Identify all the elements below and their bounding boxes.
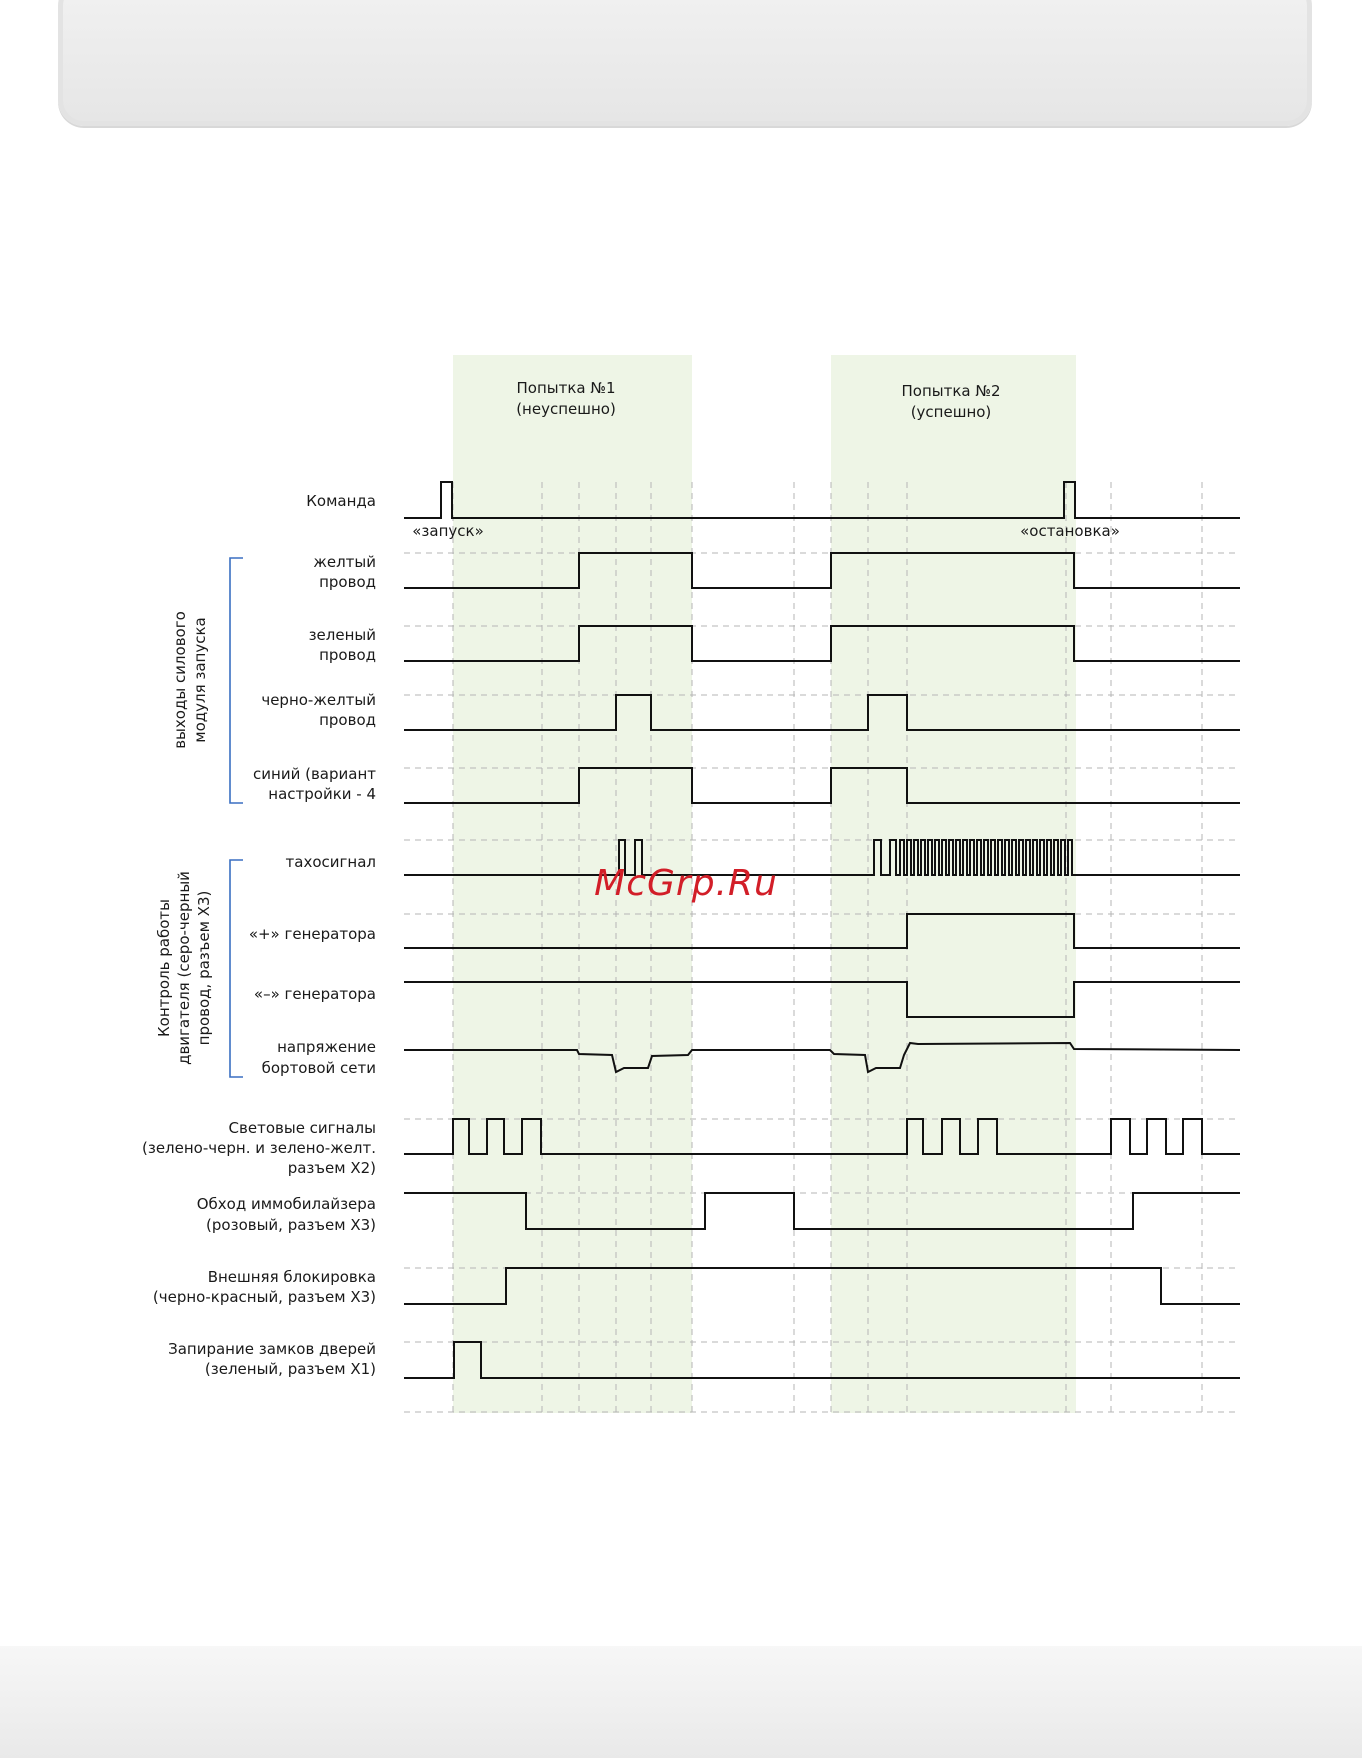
label-tacho: тахосигнал <box>285 853 376 871</box>
label-yellow-2: провод <box>319 573 376 591</box>
label-yellow-1: желтый <box>313 553 376 571</box>
label-voltage-1: напряжение <box>277 1038 376 1056</box>
engine-control-group-line-1: Контроль работы <box>155 899 173 1037</box>
power-module-group-line-2: модуля запуска <box>191 617 209 743</box>
label-green-1: зеленый <box>308 626 376 644</box>
label-immo-1: Обход иммобилайзера <box>196 1195 376 1213</box>
power-module-group-line-1: выходы силового <box>171 611 189 749</box>
engine-control-group-line-3: провод, разъем X3) <box>195 890 213 1046</box>
label-doors-2: (зеленый, разъем X1) <box>204 1360 376 1378</box>
label-immo-2: (розовый, разъем X3) <box>206 1216 376 1234</box>
attempt-1-title: Попытка №1 <box>516 379 616 397</box>
label-blue-2: настройки - 4 <box>268 785 376 803</box>
attempt-2-subtitle: (успешно) <box>910 403 992 421</box>
label-gen-plus: «+» генератора <box>248 925 376 943</box>
stop-label: «остановка» <box>1020 522 1120 540</box>
engine-control-group-line-2: двигателя (серо-черный <box>175 871 193 1065</box>
label-doors-1: Запирание замков дверей <box>168 1340 376 1358</box>
attempt-1-subtitle: (неуспешно) <box>516 400 616 418</box>
label-lights-2: (зелено-черн. и зелено-желт. <box>142 1139 376 1157</box>
start-label: «запуск» <box>412 522 484 540</box>
power-module-bracket <box>230 558 243 803</box>
command-label: Команда <box>306 492 376 510</box>
label-black-yellow-1: черно-желтый <box>261 691 376 709</box>
label-ext-lock-2: (черно-красный, разъем X3) <box>152 1288 376 1306</box>
label-black-yellow-2: провод <box>319 711 376 729</box>
label-lights-3: разъем X2) <box>287 1159 376 1177</box>
label-voltage-2: бортовой сети <box>261 1059 376 1077</box>
attempt-2-title: Попытка №2 <box>901 382 1001 400</box>
label-lights-1: Световые сигналы <box>228 1119 376 1137</box>
watermark: McGrp.Ru <box>594 863 778 904</box>
label-gen-minus: «–» генератора <box>253 985 376 1003</box>
label-green-2: провод <box>319 646 376 664</box>
engine-control-bracket <box>230 860 243 1077</box>
label-blue-1: синий (вариант <box>253 765 376 783</box>
label-ext-lock-1: Внешняя блокировка <box>207 1268 376 1286</box>
